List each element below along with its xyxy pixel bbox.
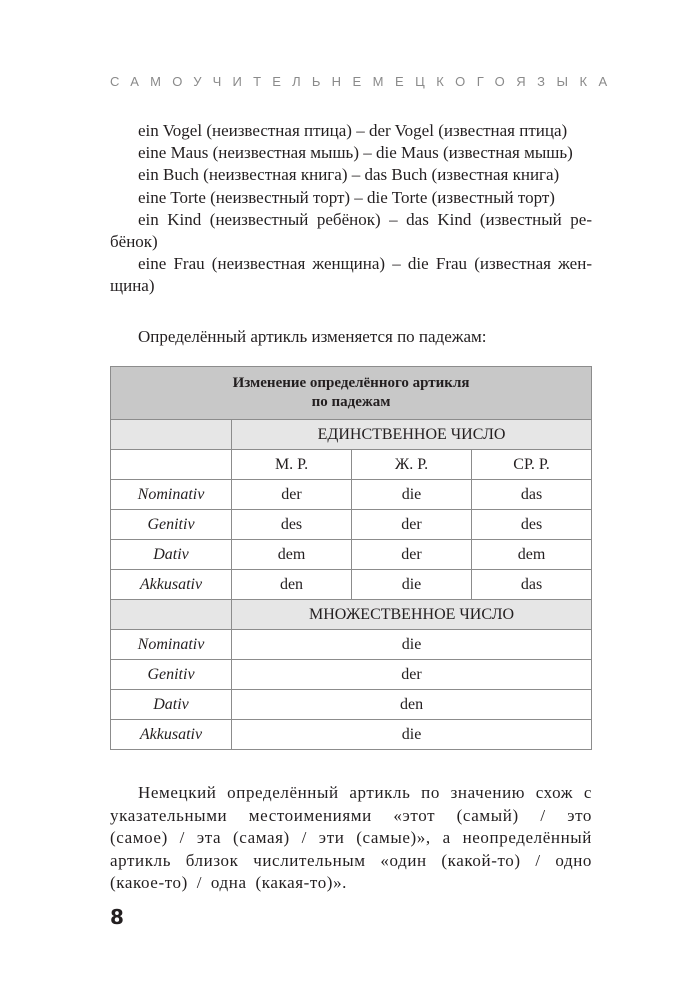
empty-cell	[111, 450, 232, 480]
gender-header-neuter: СР. Р.	[472, 450, 592, 480]
article-cell: den	[232, 690, 592, 720]
table-title-line: по падежам	[311, 394, 391, 410]
article-cell: des	[472, 510, 592, 540]
example-line	[110, 209, 592, 253]
case-label: Akkusativ	[111, 570, 232, 600]
article-cell: der	[352, 510, 472, 540]
lead-paragraph: Определённый артикль изменяется по падежам:	[138, 327, 487, 346]
closing-paragraph	[110, 782, 592, 895]
page-number: 8	[110, 905, 124, 929]
case-label: Nominativ	[111, 630, 232, 660]
running-head-word: САМОУЧИТЕЛЬ	[110, 74, 332, 89]
example-line	[110, 253, 592, 297]
example-line-part: eine Frau (неизвестная женщина) – die Frau (известная жен-	[138, 254, 592, 274]
table-title-line: Изменение определённого артикля	[232, 375, 470, 391]
table-row	[111, 510, 592, 540]
article-cell: das	[472, 480, 592, 510]
table-row	[111, 630, 592, 660]
table-row	[111, 660, 592, 690]
article-cell: die	[232, 720, 592, 750]
table-row	[111, 570, 592, 600]
examples-list	[110, 120, 592, 298]
table-row	[111, 480, 592, 510]
article-cell: das	[472, 570, 592, 600]
example-line-part: бёнок)	[110, 232, 158, 252]
plural-label: МНОЖЕСТВЕННОЕ ЧИСЛО	[232, 600, 592, 630]
running-head-word: ЯЗЫКА	[516, 74, 619, 89]
example-line: eine Torte (неизвестный торт) – die Torte (известный торт)	[138, 187, 555, 207]
case-label: Akkusativ	[111, 720, 232, 750]
article-cell: des	[232, 510, 352, 540]
closing-paragraph-text: Немецкий определённый артикль по значению схож с указательными местоимениями «этот (самый) / это (самое) / эта (самая) / эти (самые)», а неопределённый артикль близок числительным «один (какой-то) / одно (какое-то) / одна (какая-то)».	[110, 783, 592, 892]
table-row	[111, 690, 592, 720]
article-cell: dem	[232, 540, 352, 570]
singular-label: ЕДИНСТВЕННОЕ ЧИСЛО	[232, 420, 592, 450]
table-row	[111, 720, 592, 750]
empty-cell	[111, 420, 232, 450]
case-label: Dativ	[111, 540, 232, 570]
table-row	[111, 540, 592, 570]
article-cell: dem	[472, 540, 592, 570]
example-line: eine Maus (неизвестная мышь) – die Maus (известная мышь)	[138, 143, 573, 163]
gender-header-masculine: М. Р.	[232, 450, 352, 480]
case-label: Dativ	[111, 690, 232, 720]
article-declension-table	[110, 366, 592, 750]
case-label: Genitiv	[111, 660, 232, 690]
case-label: Nominativ	[111, 480, 232, 510]
example-line: ein Vogel (неизвестная птица) – der Vogel (известная птица)	[138, 121, 568, 140]
table-title	[111, 367, 592, 420]
gender-header-row	[111, 450, 592, 480]
article-cell: der	[232, 660, 592, 690]
article-cell: den	[232, 570, 352, 600]
example-line-part: щина)	[110, 276, 155, 296]
running-head	[110, 74, 619, 89]
table-title-row	[111, 367, 592, 420]
running-head-word: НЕМЕЦКОГО	[331, 74, 517, 89]
article-cell: die	[352, 480, 472, 510]
case-label: Genitiv	[111, 510, 232, 540]
article-cell: die	[352, 570, 472, 600]
plural-section-row	[111, 600, 592, 630]
article-cell: die	[232, 630, 592, 660]
singular-section-row	[111, 420, 592, 450]
article-cell: der	[232, 480, 352, 510]
example-line-part: ein Kind (неизвестный ребёнок) – das Kind (известный ре-	[138, 209, 592, 229]
article-cell: der	[352, 540, 472, 570]
example-line: ein Buch (неизвестная книга) – das Buch (известная книга)	[138, 165, 560, 185]
gender-header-feminine: Ж. Р.	[352, 450, 472, 480]
empty-cell	[111, 600, 232, 630]
